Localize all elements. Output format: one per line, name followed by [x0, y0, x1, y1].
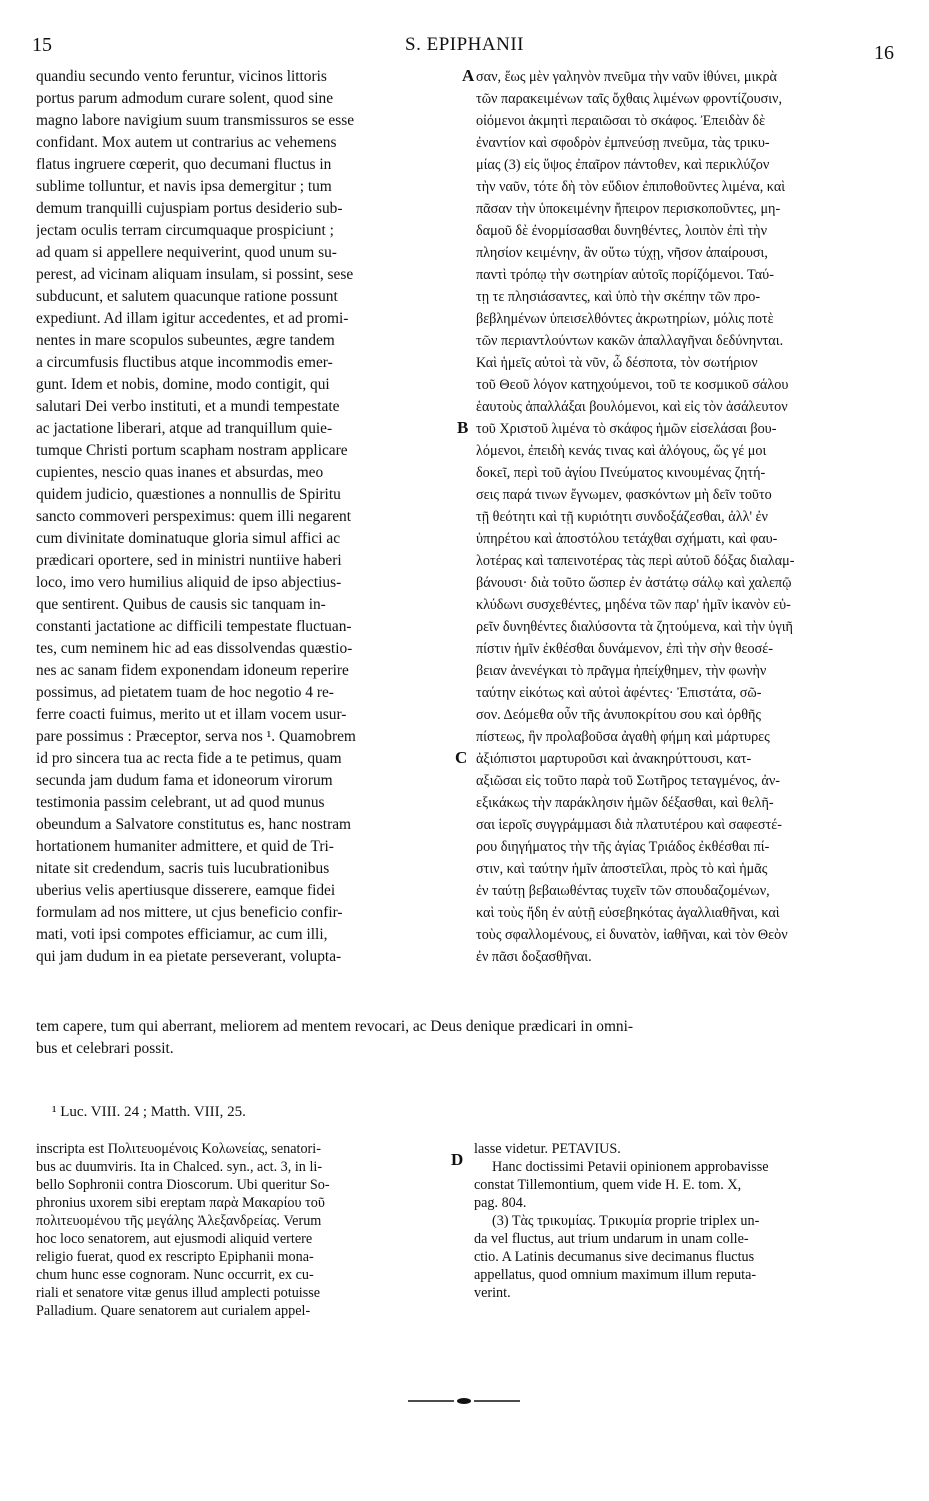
end-ornament: [404, 1397, 524, 1405]
greek-line: ρεῖν δυνηθέντες διαλύσοντα τὰ ζητούμενα, καὶ τὴν ὑγιῆ: [476, 619, 793, 635]
latin-line: que sentirent. Quibus de causis sic tanquam in-: [36, 596, 326, 613]
latin-line: salutari Dei verbo instituti, et a mundi tempestate: [36, 398, 340, 415]
greek-line: τοῦ Χριστοῦ λιμένα τὸ σκάφος ἡμῶν εἰσελάσαι βου-: [476, 421, 777, 437]
margin-marker-d: D: [451, 1150, 464, 1169]
note-line: chum hunc esse cognoram. Nunc occurrit, ex cu-: [36, 1267, 314, 1283]
greek-line: βειαν ἀνενέγκαι τὸ πρᾶγμα ἠπείχθημεν, τὴν φωνὴν: [476, 663, 767, 679]
latin-line: pare possimus : Præceptor, serva nos ¹. Quamobrem: [36, 728, 356, 745]
margin-marker-a: A: [462, 66, 475, 85]
latin-line: expediunt. Ad illam igitur accedentes, et ad promi-: [36, 310, 349, 327]
greek-column: [476, 66, 886, 968]
greek-line: ρου διηγήματος τὴν τῆς ἁγίας Τριάδος ἐκθέσθαι πί-: [476, 839, 770, 855]
greek-line: τῶν παρακειμένων ταῖς ὄχθαις λιμένων φροντίζουσιν,: [476, 91, 783, 107]
greek-line: τοὺς σφαλλομένους, εἰ δυνατὸν, ἰαθῆναι, καὶ τὸν Θεὸν: [476, 927, 788, 943]
greek-line: ἑαυτοὺς ἀπαλλάξαι βουλόμενοι, καὶ εἰς τὸν ἀσάλευτον: [476, 399, 788, 415]
latin-line: sublime tolluntur, et navis ipsa demergitur ; tum: [36, 178, 332, 195]
greek-line: οἰόμενοι ἀκμητὶ περαιῶσαι τὸ σκάφος. Ἐπειδὰν δὲ: [476, 113, 766, 129]
greek-line: ἐν ταύτῃ βεβαιωθέντας τυχεῖν τῶν σπουδαζομένων,: [476, 883, 770, 899]
latin-line: sancto commoveri perspeximus: quem illi negarent: [36, 508, 351, 525]
note-line: bus ac duumviris. Ita in Chalced. syn., act. 3, in li-: [36, 1159, 323, 1175]
note-line: bello Sophronii contra Dioscorum. Ubi queritur So-: [36, 1177, 330, 1193]
greek-line: ἀξιόπιστοι μαρτυροῦσι καὶ ἀνακηρύττουσι, κατ-: [476, 751, 752, 767]
latin-line: qui jam dudum in ea pietate perseverant, volupta-: [36, 948, 342, 965]
latin-line: testimonia passim celebrant, ut ad quod munus: [36, 794, 325, 811]
latin-line: hortationem humaniter admittere, et quid de Tri-: [36, 838, 334, 855]
greek-line: τὴν ναῦν, τότε δὴ τὸν εὔδιον ἐπιποθοῦντες λιμένα, καὶ: [476, 179, 786, 195]
latin-line: perest, ad vicinam aliquam insulam, si possint, sese: [36, 266, 354, 283]
greek-line: ἐναντίον καὶ σφοδρὸν ἐμπνεύσῃ πνεῦμα, τὰς τρικυ-: [476, 135, 770, 151]
latin-line: secunda jam dudum fama et idoneorum virorum: [36, 772, 333, 789]
continuation-line: bus et celebrari possit.: [36, 1040, 174, 1057]
continuation-line: tem capere, tum qui aberrant, meliorem ad mentem revocari, ac Deus denique prædicari in omni-: [36, 1018, 634, 1035]
note-line: appellatus, quod omnium maximum illum reputa-: [474, 1267, 757, 1283]
latin-line: ferre coacti fuimus, merito ut et illam vocem usur-: [36, 706, 347, 723]
latin-line: demum tranquilli cujuspiam portus desiderio sub-: [36, 200, 343, 217]
greek-line: βάνουσι· διὰ τοῦτο ὥσπερ ἐν ἀστάτῳ σάλῳ καὶ χαλεπῷ: [476, 575, 792, 591]
margin-marker-b: B: [457, 418, 469, 437]
running-title: S. EPIPHANII: [405, 34, 524, 55]
latin-line: magno labore navigium suum transmissuros se esse: [36, 112, 355, 129]
greek-line: μίας (3) εἰς ὕψος ἐπαῖρον πάντοθεν, καὶ περικλύζον: [476, 157, 770, 173]
note-line: ctio. A Latinis decumanus sive decimanus fluctus: [474, 1249, 755, 1265]
greek-line: κλύδωνι συσχεθέντες, μηδένα τῶν παρ' ἡμῖν ἱκανὸν εὑ-: [476, 597, 791, 613]
note-line: hoc loco senatorem, aut ejusmodi aliquid vertere: [36, 1231, 313, 1247]
greek-line: λοτέρας καὶ ταπεινοτέρας τὰς περὶ αὐτοῦ δόξας διαλαμ-: [476, 553, 795, 569]
greek-line: βεβλημένων ὑπεισελθόντες ἀκρωτηρίων, μόλις ποτὲ: [476, 311, 774, 327]
latin-line: formulam ad nos mittere, ut cjus beneficio confir-: [36, 904, 343, 921]
footnote: ¹ Luc. VIII. 24 ; Matth. VIII, 25.: [52, 1104, 246, 1120]
note-line: phronius uxorem sibi ereptam παρὰ Μακαρίου τοῦ: [36, 1195, 325, 1211]
notes-right-column: [474, 1140, 886, 1302]
latin-line: prædicari oportere, sed in ministri nuntiive haberi: [36, 552, 342, 569]
latin-line: quidem judicio, quæstiones a nonnullis de Spiritu: [36, 486, 341, 503]
note-line: Palladium. Quare senatorem aut curialem appel-: [36, 1303, 311, 1319]
note-line: verint.: [474, 1285, 511, 1301]
note-line: Hanc doctissimi Petavii opinionem approbavisse: [492, 1159, 769, 1175]
greek-line: ὑπηρέτου καὶ ἀποστόλου τετάχθαι σχήματι, καὶ φαυ-: [476, 531, 778, 547]
greek-line: λόμενοι, ἐπειδὴ κενάς τινας καὶ ἀλόγους, ὥς γέ μοι: [476, 443, 767, 459]
greek-line: δαμοῦ δὲ ἐνορμίσασθαι δυνηθέντες, λοιπὸν ἐπὶ τὴν: [476, 223, 767, 239]
latin-line: quandiu secundo vento feruntur, vicinos littoris: [36, 68, 327, 85]
latin-line: a circumfusis fluctibus atque incommodis emer-: [36, 354, 333, 371]
greek-line: εξικάκως τὴν παράκλησιν ἡμῶν δέξασθαι, καὶ θελῆ-: [476, 795, 774, 811]
note-line: inscripta est Πολιτευομένοις Κολωνείας, senatori-: [36, 1141, 321, 1157]
greek-line: στιν, καὶ ταύτην ἡμῖν ἀποστεῖλαι, πρὸς τὸ καὶ ἡμᾶς: [476, 861, 768, 877]
greek-line: τῃ τε πλησιάσαντες, καὶ ὑπὸ τὴν σκέπην τῶν προ-: [476, 289, 761, 305]
greek-line: δοκεῖ, περὶ τοῦ ἁγίου Πνεύματος κινουμένας ζητή-: [476, 465, 766, 481]
latin-line: cum divinitate dominatuque gloria simul affici ac: [36, 530, 341, 547]
latin-line: loco, imo vero humilius aliquid de ipso abjectius-: [36, 574, 342, 591]
note-line: (3) Τὰς τρικυμίας. Τρικυμία proprie triplex un-: [492, 1213, 760, 1229]
note-line: πολιτευομένου τῆς μεγάλης Ἀλεξανδρείας. Verum: [36, 1213, 322, 1229]
greek-line: Καὶ ἡμεῖς αὐτοὶ τὰ νῦν, ὦ δέσποτα, τὸν σωτήριον: [476, 355, 758, 371]
note-line: pag. 804.: [474, 1195, 527, 1211]
greek-line: σον. Δεόμεθα οὖν τῆς ἀνυποκρίτου σου καὶ ὀρθῆς: [476, 707, 762, 723]
latin-line: subducunt, et salutem quacunque ratione possunt: [36, 288, 338, 305]
latin-line: mati, voti ipsi compotes efficiamur, ac cum illi,: [36, 926, 328, 943]
latin-line: nentes in mare scopulos subeuntes, ægre tandem: [36, 332, 335, 349]
greek-line: αξιῶσαι εἰς τοῦτο παρὰ τοῦ Σωτῆρος τεταγμένος, ἀν-: [476, 773, 780, 789]
latin-line: uberius velis apertiusque disserere, eamque fidei: [36, 882, 336, 899]
greek-line: σαι ἱεροῖς συγγράμμασι διὰ πλατυτέρου καὶ σαφεστέ-: [476, 817, 782, 833]
latin-column: [36, 66, 469, 968]
greek-line: ἐν πᾶσι δοξασθῆναι.: [476, 949, 592, 965]
latin-line: possimus, ad pietatem tuam de hoc negotio 4 re-: [36, 684, 334, 701]
note-line: lasse videtur. PETAVIUS.: [474, 1141, 621, 1157]
margin-marker-c: C: [455, 748, 468, 767]
note-line: riali et senatore vitæ genus illud amplecti potuisse: [36, 1285, 321, 1301]
latin-line: tes, cum neminem hic ad eas dissolvendas quæstio-: [36, 640, 353, 657]
continuation-text: [36, 1016, 886, 1060]
greek-line: σεις παρά τινων ἔγνωμεν, φασκόντων μὴ δεῖν τοῦτο: [476, 487, 772, 503]
greek-line: πίστιν ἡμῖν ἐκθέσθαι δυνάμενον, ἐπὶ τὴν σὴν θεοσέ-: [476, 641, 773, 657]
latin-line: id pro sincera tua ac recta fide a te petimus, quam: [36, 750, 342, 767]
greek-line: τοῦ Θεοῦ λόγον κατηχούμενοι, τοῦ τε κοσμικοῦ σάλου: [476, 377, 789, 393]
greek-line: πᾶσαν τὴν ὑποκειμένην ἤπειρον περισκοποῦντες, μη-: [476, 201, 781, 217]
greek-line: πίστεως, ἣν προλαβοῦσα ἀγαθὴ φήμη καὶ μάρτυρες: [476, 729, 770, 745]
greek-line: καὶ τοὺς ἤδη ἐν αὐτῇ εὐσεβηκότας ἀγαλλιαθῆναι, καὶ: [476, 905, 780, 921]
latin-line: nitate sit credendum, sacris tuis lucubrationibus: [36, 860, 330, 877]
greek-line: πλησίον κειμένην, ἂν οὕτω τύχῃ, νῆσον ἀπαίρουσι,: [476, 245, 768, 261]
note-line: da vel fluctus, aut trium undarum in unam colle-: [474, 1231, 749, 1247]
greek-line: σαν, ἕως μὲν γαληνὸν πνεῦμα τὴν ναῦν ἰθύνει, μικρὰ: [476, 69, 777, 85]
greek-line: παντὶ τρόπῳ τὴν σωτηρίαν αὐτοῖς πορίζόμενοι. Ταύ-: [476, 267, 774, 283]
latin-line: jectam oculis terram circumquaque prospiciunt ;: [36, 222, 334, 239]
note-line: constat Tillemontium, quem vide H. E. tom. X,: [474, 1177, 742, 1193]
note-line: religio fuerat, quod ex rescripto Epiphanii mona-: [36, 1249, 314, 1265]
latin-line: tumque Christi portum scapham nostram applicare: [36, 442, 348, 459]
latin-line: ad quam si appellere nequiverint, quod unum su-: [36, 244, 337, 261]
latin-line: ac jactatione liberari, atque ad tranquillum quie-: [36, 420, 333, 437]
latin-line: obeundum a Salvatore constitutus es, hanc nostram: [36, 816, 352, 833]
latin-line: gunt. Idem et nobis, domine, modo contigit, qui: [36, 376, 330, 393]
page-number-right: 16: [874, 42, 894, 64]
latin-line: confidant. Mox autem ut contrarius ac vehemens: [36, 134, 337, 151]
latin-line: nes ac sanam fidem exponendam idoneum reperire: [36, 662, 349, 679]
latin-line: constanti jactatione ac difficili tempestate fluctuan-: [36, 618, 352, 635]
latin-line: cupientes, nescio quas inanes et absurdas, meo: [36, 464, 324, 481]
latin-line: portus parum admodum curare solent, quod sine: [36, 90, 334, 107]
notes-left-column: [36, 1140, 446, 1320]
greek-line: τῶν περιαντλούντων κακῶν ἀπαλλαγῆναι δεδύνηνται.: [476, 333, 784, 349]
latin-line: flatus ingruere cœperit, quo decumani fluctus in: [36, 156, 332, 173]
greek-line: ταύτην εἰκότως καὶ αὐτοὶ ἀφέντες· Ἐπιστάτα, σῶ-: [476, 685, 762, 701]
greek-line: τῇ θεότητι καὶ τῇ κυριότητι συνδοξάζεσθαι, ἀλλ' ἐν: [476, 509, 768, 525]
page-number-left: 15: [32, 34, 52, 56]
